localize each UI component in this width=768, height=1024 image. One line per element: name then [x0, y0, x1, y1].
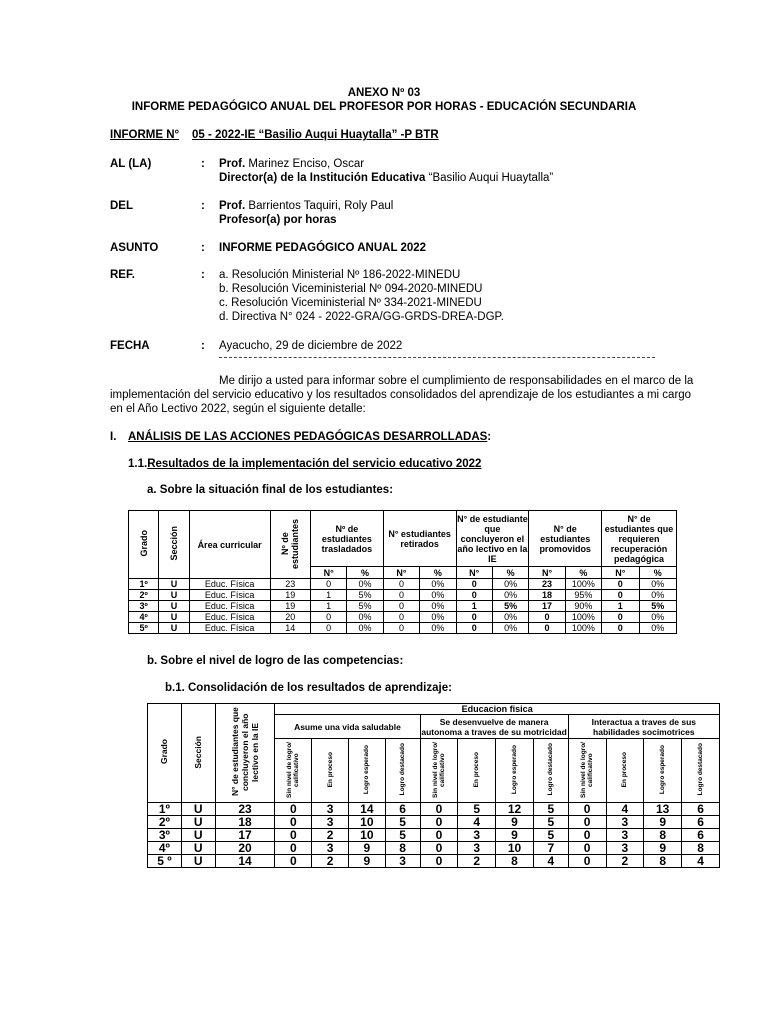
table-cell: 0	[383, 579, 419, 590]
table-cell: 0%	[492, 579, 528, 590]
ref-colon: :	[201, 269, 205, 281]
table-cell: 10	[496, 842, 534, 855]
header-competencia: Asume una vida saludable	[275, 715, 420, 739]
table-cell: 0%	[492, 590, 528, 601]
header-nivel-logro: Logro destacado	[533, 739, 568, 803]
table-cell: 2	[606, 855, 644, 868]
table-cell: 12	[496, 803, 534, 816]
table-cell: 3	[606, 816, 644, 829]
table-cell: 14	[215, 855, 275, 868]
table-row	[148, 803, 720, 816]
del-sender	[219, 199, 393, 213]
header-promovidos: N° de estudiantes promovidos	[529, 511, 602, 567]
table-cell: U	[159, 590, 189, 601]
header-trasladados: Nº de estudiantes trasladados	[310, 511, 383, 567]
ref-item: a. Resolución Ministerial Nº 186-2022-MINEDU	[219, 269, 461, 281]
table-cell: 2º	[148, 816, 182, 829]
asunto-label: ASUNTO	[110, 242, 159, 254]
table-cell: 3	[458, 829, 496, 842]
table-cell: 8	[644, 855, 682, 868]
table-cell: Educ. Física	[189, 623, 270, 634]
table-cell: Educ. Física	[189, 612, 270, 623]
del-prof-prefix: Prof.	[219, 200, 246, 212]
table-cell: 18	[529, 590, 565, 601]
table-cell: 0%	[347, 579, 383, 590]
table-cell: 1	[310, 601, 346, 612]
table-cell: 4	[682, 855, 720, 868]
header-area: Área curricular	[189, 511, 270, 579]
table-cell: 0%	[420, 623, 456, 634]
header-competencia: Se desenvuelve de manera autonoma a traves de su motricidad	[421, 716, 567, 737]
table-cell: 3	[458, 842, 496, 855]
header-n: N°	[529, 567, 565, 579]
table-cell: 0%	[420, 579, 456, 590]
table-cell: 14	[270, 623, 310, 634]
table-cell: 0	[275, 816, 312, 829]
intro-line: en el Año Lectivo 2022, según el siguiente detalle:	[110, 403, 366, 415]
table-cell: 0	[420, 829, 458, 842]
table-cell: 0	[456, 623, 492, 634]
table-cell: 0	[275, 829, 312, 842]
table-cell: 9	[348, 855, 385, 868]
table-cell: 23	[215, 803, 275, 816]
table-cell: 9	[348, 842, 385, 855]
header-grado: Grado	[148, 704, 182, 803]
ref-label: REF.	[110, 269, 135, 281]
header-nivel-logro: En proceso	[458, 739, 496, 803]
table-cell: Educ. Física	[189, 590, 270, 601]
table-cell: 8	[496, 855, 534, 868]
subsection-title: Resultados de la implementación del servicio educativo 2022	[147, 458, 482, 470]
al-role-title: Director(a) de la Institución Educativa	[219, 172, 426, 184]
table-cell: 6	[385, 803, 420, 816]
header-nivel-logro: En proceso	[606, 739, 644, 803]
table-cell: 4	[606, 803, 644, 816]
table-cell: 19	[270, 590, 310, 601]
table-cell: 0%	[347, 612, 383, 623]
informe-value: 05 - 2022-IE “Basilio Auqui Huaytalla” -P BTR	[192, 129, 439, 141]
section-title: ANÁLISIS DE LAS ACCIONES PEDAGÓGICAS DESARROLLADAS	[128, 431, 488, 443]
table-cell: 0	[383, 612, 419, 623]
table-cell: 10	[348, 816, 385, 829]
table-row	[129, 612, 677, 623]
table-cell: 0	[310, 612, 346, 623]
header-nivel-logro: Sin nivel de logro/ calificativo	[420, 739, 458, 803]
header-concluyeron: N° de estudiante que concluyeron el año lectivo en la IE	[456, 511, 529, 567]
table-cell: 0	[529, 623, 565, 634]
table-cell: U	[159, 601, 189, 612]
table-row	[148, 842, 720, 855]
table-cell: 13	[644, 803, 682, 816]
annex-number: ANEXO Nº 03	[347, 87, 421, 99]
table-cell: 23	[529, 579, 565, 590]
table-cell: 0%	[639, 579, 677, 590]
table-cell: 9	[496, 829, 534, 842]
table-cell: 0	[275, 855, 312, 868]
al-prof-prefix: Prof.	[219, 158, 246, 170]
table-cell: 0	[275, 842, 312, 855]
table-cell: 100%	[565, 623, 601, 634]
table-cell: 18	[215, 816, 275, 829]
table-cell: 0	[420, 842, 458, 855]
header-nivel-logro: Logro esperado	[348, 739, 385, 803]
table-cell: 0	[383, 601, 419, 612]
header-area-educacion-fisica: Educacion fisica	[275, 704, 720, 715]
table-cell: 8	[682, 842, 720, 855]
table-cell: U	[181, 842, 215, 855]
table-cell: 5	[458, 803, 496, 816]
header-num-concluyeron: N° de estudiantes que concluyeron el año lectivo en la IE	[215, 704, 275, 803]
al-name: Marinez Enciso, Oscar	[248, 158, 365, 170]
table-cell: 9	[644, 816, 682, 829]
table-cell: 5	[533, 803, 568, 816]
table-cell: 1	[310, 590, 346, 601]
ref-item: b. Resolución Viceministerial Nº 094-2020-MINEDU	[219, 283, 483, 295]
fecha-colon: :	[201, 340, 205, 352]
table-cell: 14	[348, 803, 385, 816]
asunto-colon: :	[201, 242, 205, 254]
ref-item: d. Directiva N° 024 - 2022-GRA/GG-GRDS-DREA-DGP.	[219, 311, 504, 323]
subsection-heading	[128, 457, 481, 471]
table-cell: 6	[682, 816, 720, 829]
subheading-b1: b.1. Consolidación de los resultados de aprendizaje:	[165, 682, 452, 694]
table-cell: 20	[215, 842, 275, 855]
table-cell: 20	[270, 612, 310, 623]
document-title: INFORME PEDAGÓGICO ANUAL DEL PROFESOR POR HORAS - EDUCACIÓN SECUNDARIA	[131, 101, 637, 113]
table-cell: 0%	[639, 623, 677, 634]
table-cell: 4	[533, 855, 568, 868]
table-cell: 0	[602, 579, 639, 590]
table-cell: 5 º	[148, 855, 182, 868]
table-cell: 0%	[639, 612, 677, 623]
table-cell: 5	[385, 816, 420, 829]
table-cell: 4	[458, 816, 496, 829]
table-cell: 10	[348, 829, 385, 842]
del-label: DEL	[110, 200, 133, 212]
table-cell: 95%	[565, 590, 601, 601]
table-cell: 3	[606, 842, 644, 855]
table-cell: 5	[385, 829, 420, 842]
table-cell: U	[159, 579, 189, 590]
del-name: Barrientos Taquiri, Roly Paul	[248, 200, 394, 212]
header-n: N°	[383, 567, 419, 579]
table-cell: 5%	[492, 601, 528, 612]
header-nivel-logro: En proceso	[312, 739, 349, 803]
table-cell: U	[181, 803, 215, 816]
header-seccion: Sección	[159, 511, 189, 579]
header-pct: %	[420, 567, 456, 579]
header-nivel-logro: Logro destacado	[682, 739, 720, 803]
table-cell: 5	[533, 829, 568, 842]
header-pct: %	[639, 567, 677, 579]
intro-line: Me dirijo a usted para informar sobre el cumplimiento de responsabilidades en el marco de la	[219, 375, 694, 387]
table-row	[148, 829, 720, 842]
header-n: N°	[456, 567, 492, 579]
table-cell: 3	[385, 855, 420, 868]
table-cell: 0	[602, 612, 639, 623]
table-cell: 2	[458, 855, 496, 868]
table-cell: 0%	[420, 601, 456, 612]
table-cell: 0	[456, 579, 492, 590]
table-cell: 0%	[347, 623, 383, 634]
del-role: Profesor(a) por horas	[219, 214, 337, 226]
table-cell: 7	[533, 842, 568, 855]
subsection-number: 1.1.	[128, 458, 148, 470]
asunto-value: INFORME PEDAGÓGICO ANUAL 2022	[219, 242, 427, 254]
table-cell: 3	[312, 803, 349, 816]
section-heading	[128, 430, 491, 444]
header-n: N°	[602, 567, 639, 579]
table-cell: Educ. Física	[189, 601, 270, 612]
table-cell: 3º	[129, 601, 159, 612]
table-cell: 0	[568, 829, 606, 842]
header-recuperacion: N° de estudiantes que requieren recuperación pedagógica	[602, 511, 677, 567]
table-cell: 100%	[565, 612, 601, 623]
table-cell: 0%	[420, 590, 456, 601]
table-cell: 0	[529, 612, 565, 623]
al-recipient	[219, 157, 364, 171]
header-nivel-logro: Sin nivel de logro/ calificativo	[275, 739, 312, 803]
table-cell: 100%	[565, 579, 601, 590]
al-role-institution: “Basilio Auqui Huaytalla”	[428, 172, 554, 184]
table-cell: 90%	[565, 601, 601, 612]
informe-label: INFORME N°	[110, 129, 180, 141]
table-row	[129, 623, 677, 634]
table-cell: 3	[606, 829, 644, 842]
table-cell: 19	[270, 601, 310, 612]
table-cell: 0	[456, 612, 492, 623]
table-cell: 23	[270, 579, 310, 590]
student-status-table	[128, 510, 677, 634]
table-cell: 0	[420, 855, 458, 868]
table-cell: 1	[602, 601, 639, 612]
table-cell: 6	[682, 803, 720, 816]
table-cell: 5	[533, 816, 568, 829]
table-row	[148, 816, 720, 829]
section-colon: :	[487, 431, 492, 443]
table-cell: 0	[310, 623, 346, 634]
table-cell: 0	[602, 590, 639, 601]
table-cell: 4º	[148, 842, 182, 855]
table-cell: 6	[682, 829, 720, 842]
table-cell: 5%	[347, 590, 383, 601]
header-pct: %	[347, 567, 383, 579]
table-cell: 9	[644, 842, 682, 855]
table-row	[129, 579, 677, 590]
header-pct: %	[565, 567, 601, 579]
table-cell: 0	[420, 803, 458, 816]
header-nivel-logro: Logro esperado	[496, 739, 534, 803]
header-seccion: Sección	[181, 704, 215, 803]
table-cell: 17	[529, 601, 565, 612]
table-cell: U	[181, 816, 215, 829]
header-grado: Grado	[129, 511, 159, 579]
table-cell: U	[159, 623, 189, 634]
table-cell: 0	[568, 855, 606, 868]
section-number: I.	[110, 431, 117, 443]
intro-line: implementación del servicio educativo y los resultados consolidados del aprendizaje de los estudiantes a mi cargo	[110, 389, 692, 401]
del-colon: :	[201, 200, 205, 212]
al-colon: :	[201, 158, 205, 170]
table-cell: 0	[275, 803, 312, 816]
table-cell: 3º	[148, 829, 182, 842]
table-cell: 1º	[148, 803, 182, 816]
header-nivel-logro: Logro destacado	[385, 739, 420, 803]
table-cell: 3	[312, 842, 349, 855]
table-cell: 1º	[129, 579, 159, 590]
table-cell: 0%	[420, 612, 456, 623]
table-cell: 0	[310, 579, 346, 590]
fecha-value: Ayacucho, 29 de diciembre de 2022	[219, 340, 403, 352]
table-cell: 8	[385, 842, 420, 855]
table-cell: 0	[568, 816, 606, 829]
table-cell: 0%	[492, 612, 528, 623]
table-row	[148, 855, 720, 868]
subheading-b: b. Sobre el nivel de logro de las competencias:	[147, 655, 404, 667]
learning-results-table	[147, 703, 720, 868]
table-cell: U	[159, 612, 189, 623]
table-cell: 8	[644, 829, 682, 842]
table-cell: 0	[568, 842, 606, 855]
table-cell: 1	[456, 601, 492, 612]
table-cell: 0	[420, 816, 458, 829]
table-cell: 9	[496, 816, 534, 829]
table-cell: U	[181, 829, 215, 842]
header-nivel-logro: Sin nivel de logro/ calificativo	[568, 739, 606, 803]
header-num-estudiantes: Nº de estudiantes	[270, 511, 310, 579]
header-competencia: Interactua a traves de sus habilidades socimotrices	[568, 715, 719, 739]
subheading-a: a. Sobre la situación final de los estudiantes:	[147, 484, 394, 496]
table-cell: 2	[312, 829, 349, 842]
table-cell: 2º	[129, 590, 159, 601]
table-cell: 0	[383, 590, 419, 601]
header-retirados: N° estudiantes retirados	[383, 511, 456, 567]
table-cell: 5%	[639, 601, 677, 612]
separator-line	[219, 357, 655, 358]
table-row	[129, 601, 677, 612]
al-role	[219, 171, 553, 185]
table-cell: 5%	[347, 601, 383, 612]
table-cell: Educ. Física	[189, 579, 270, 590]
table-cell: 0%	[639, 590, 677, 601]
table-cell: 17	[215, 829, 275, 842]
table-cell: 5º	[129, 623, 159, 634]
table-cell: 0	[383, 623, 419, 634]
table-cell: 2	[312, 855, 349, 868]
header-n: N°	[310, 567, 346, 579]
table-cell: 0	[568, 803, 606, 816]
fecha-label: FECHA	[110, 340, 150, 352]
table-row	[129, 590, 677, 601]
al-label: AL (LA)	[110, 158, 152, 170]
table-cell: 4º	[129, 612, 159, 623]
header-nivel-logro: Logro esperado	[644, 739, 682, 803]
header-pct: %	[492, 567, 528, 579]
table-cell: 0	[602, 623, 639, 634]
table-cell: 3	[312, 816, 349, 829]
table-cell: U	[181, 855, 215, 868]
table-cell: 0%	[492, 623, 528, 634]
table-cell: 0	[456, 590, 492, 601]
ref-item: c. Resolución Viceministerial Nº 334-2021-MINEDU	[219, 297, 482, 309]
